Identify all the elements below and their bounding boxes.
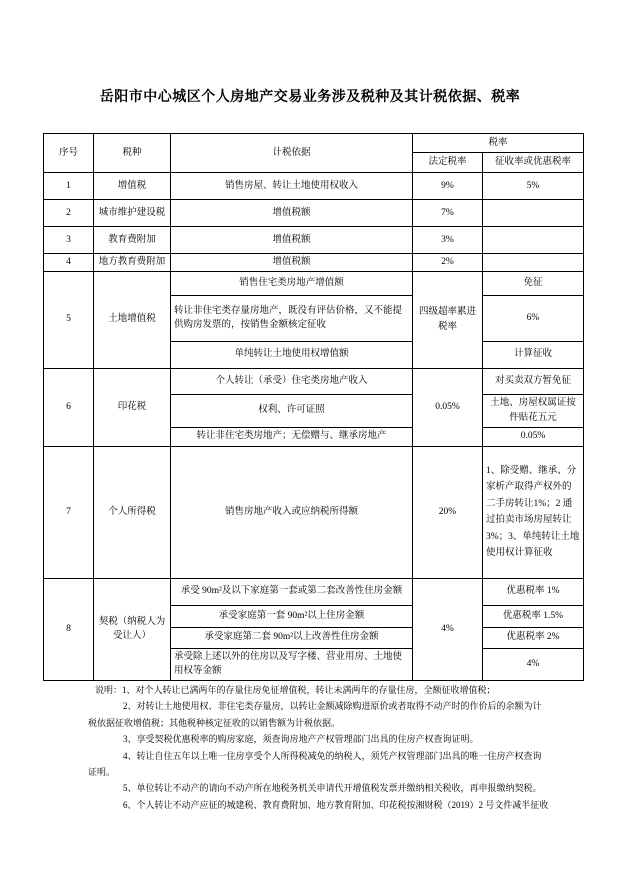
cell-r4-levy: [483, 254, 584, 272]
cell-r6-tax: 印花税: [94, 368, 171, 446]
cell-r5c-levy: 计算征收: [483, 341, 584, 368]
cell-r4-tax: 地方教育费附加: [94, 254, 171, 272]
cell-r3-levy: [483, 227, 584, 254]
header-levy-rate: 征收率或优惠税率: [483, 153, 584, 173]
cell-r5a-levy: 免征: [483, 271, 584, 295]
note-text-1: 1、对个人转让已满两年的存量住房免征增值税，转让未满两年的存量住房，全额征收增值税；: [122, 685, 496, 695]
cell-r2-basis: 增值税额: [171, 200, 413, 227]
cell-r7-basis: 销售房地产收入或应纳税所得额: [171, 446, 413, 578]
cell-r8c-basis: 承受家庭第二套 90m²以上改善性住房金额: [171, 627, 413, 648]
table-row: [44, 578, 584, 605]
cell-r5-no: 5: [44, 271, 94, 368]
cell-r1-basis: 销售房屋、转让土地使用权收入: [171, 173, 413, 200]
cell-r5b-levy: 6%: [483, 295, 584, 341]
cell-r8a-levy: 优惠税率 1%: [483, 578, 584, 605]
cell-r5a-basis: 销售住宅类房地产增值额: [171, 271, 413, 295]
header-rate-group: 税率: [413, 134, 584, 153]
cell-r3-no: 3: [44, 227, 94, 254]
cell-r4-no: 4: [44, 254, 94, 272]
table-row: [44, 200, 584, 227]
table-row: [44, 368, 584, 394]
cell-r8a-basis: 承受 90m²及以下家庭第一套或第二套改善性住房金额: [171, 578, 413, 605]
cell-r3-tax: 教育费附加: [94, 227, 171, 254]
notes-section: [88, 682, 550, 813]
cell-r6-no: 6: [44, 368, 94, 446]
cell-r8d-basis: 承受除上述以外的住房以及写字楼、营业用房、土地使用权等金额: [171, 648, 413, 680]
cell-r3-basis: 增值税额: [171, 227, 413, 254]
table-row: [44, 173, 584, 200]
cell-r6c-levy: 0.05%: [483, 427, 584, 446]
cell-r6b-basis: 权利、许可证照: [171, 394, 413, 427]
header-no: 序号: [44, 134, 94, 173]
table-row: [44, 254, 584, 272]
cell-r1-no: 1: [44, 173, 94, 200]
note-item-4: 4、转让自住五年以上唯一住房享受个人所得税减免的纳税人，须凭产权管理部门出具的唯一住房产权查询证明。: [88, 750, 542, 778]
cell-r5c-basis: 单纯转让土地使用权增值额: [171, 341, 413, 368]
cell-r6a-levy: 对买卖双方暂免征: [483, 368, 584, 394]
cell-r8-tax: 契税（纳税人为受让人）: [94, 578, 171, 680]
cell-r2-levy: [483, 200, 584, 227]
page-title: 岳阳市中心城区个人房地产交易业务涉及税种及其计税依据、税率: [99, 90, 521, 105]
note-item-3: 3、享受契税优惠税率的购房家庭，须查询房地产产权管理部门出具的住房产权查询证明。: [123, 734, 479, 745]
cell-r5b-basis: 转让非住宅类存量房地产，既没有评估价格，又不能提供购房发票的，按销售金额核定征收: [171, 295, 413, 341]
cell-r2-tax: 城市维护建设税: [94, 200, 171, 227]
note-item-5: 5、单位转让不动产的请向不动产所在地税务机关申请代开增值税发票并缴纳相关税收，再申报缴纳契税。: [123, 783, 542, 794]
cell-r1-levy: 5%: [483, 173, 584, 200]
cell-r7-levy: 1、除受赠、继承、分家析产取得产权外的二手房转让1%；2 通过拍卖市场房屋转让 3%；3、单纯转让土地使用权计算征收: [483, 446, 584, 578]
cell-r7-no: 7: [44, 446, 94, 578]
cell-r8-statutory: 4%: [413, 578, 483, 680]
cell-r3-statutory: 3%: [413, 227, 483, 254]
cell-r2-no: 2: [44, 200, 94, 227]
cell-r8b-basis: 承受家庭第一套 90m²以上住房金额: [171, 605, 413, 627]
cell-r8d-levy: 4%: [483, 648, 584, 680]
cell-r6a-basis: 个人转让（承受）住宅类房地产收入: [171, 368, 413, 394]
header-tax: 税种: [94, 134, 171, 173]
header-basis: 计税依据: [171, 134, 413, 173]
cell-r5-tax: 土地增值税: [94, 271, 171, 368]
cell-r6c-basis: 转让非住宅类房地产；无偿赠与、继承房地产: [171, 427, 413, 446]
cell-r4-basis: 增值税额: [171, 254, 413, 272]
cell-r8b-levy: 优惠税率 1.5%: [483, 605, 584, 627]
cell-r1-tax: 增值税: [94, 173, 171, 200]
cell-r8-no: 8: [44, 578, 94, 680]
cell-r1-statutory: 9%: [413, 173, 483, 200]
header-row-1: [44, 134, 584, 153]
header-statutory-rate: 法定税率: [413, 153, 483, 173]
cell-r2-statutory: 7%: [413, 200, 483, 227]
notes-label: 说明：: [95, 685, 123, 695]
table-row: [44, 271, 584, 295]
cell-r4-statutory: 2%: [413, 254, 483, 272]
cell-r6-statutory: 0.05%: [413, 368, 483, 446]
cell-r6b-levy: 土地、房屋权属证按件贴花五元: [483, 394, 584, 427]
cell-r7-tax: 个人所得税: [94, 446, 171, 578]
cell-r5-statutory: 四级超率累进税率: [413, 271, 483, 368]
table-row: [44, 227, 584, 254]
note-item-1: [88, 682, 550, 698]
table-row: [44, 446, 584, 578]
note-item-6: 6、个人转让不动产应征的城建税、教育费附加、地方教育附加、印花税按湘财税（2019）2 号文件减半征收: [123, 799, 549, 810]
note-item-2: 2、对转让土地使用权、非住宅类存量房，以转让金额减除购进原价或者取得不动产时的作价后的余额为计税依据征收增值税；其他税种核定征收的以销售额为计税依据。: [88, 701, 542, 728]
cell-r8c-levy: 优惠税率 2%: [483, 627, 584, 648]
cell-r7-statutory: 20%: [413, 446, 483, 578]
tax-rate-table: [43, 133, 584, 681]
